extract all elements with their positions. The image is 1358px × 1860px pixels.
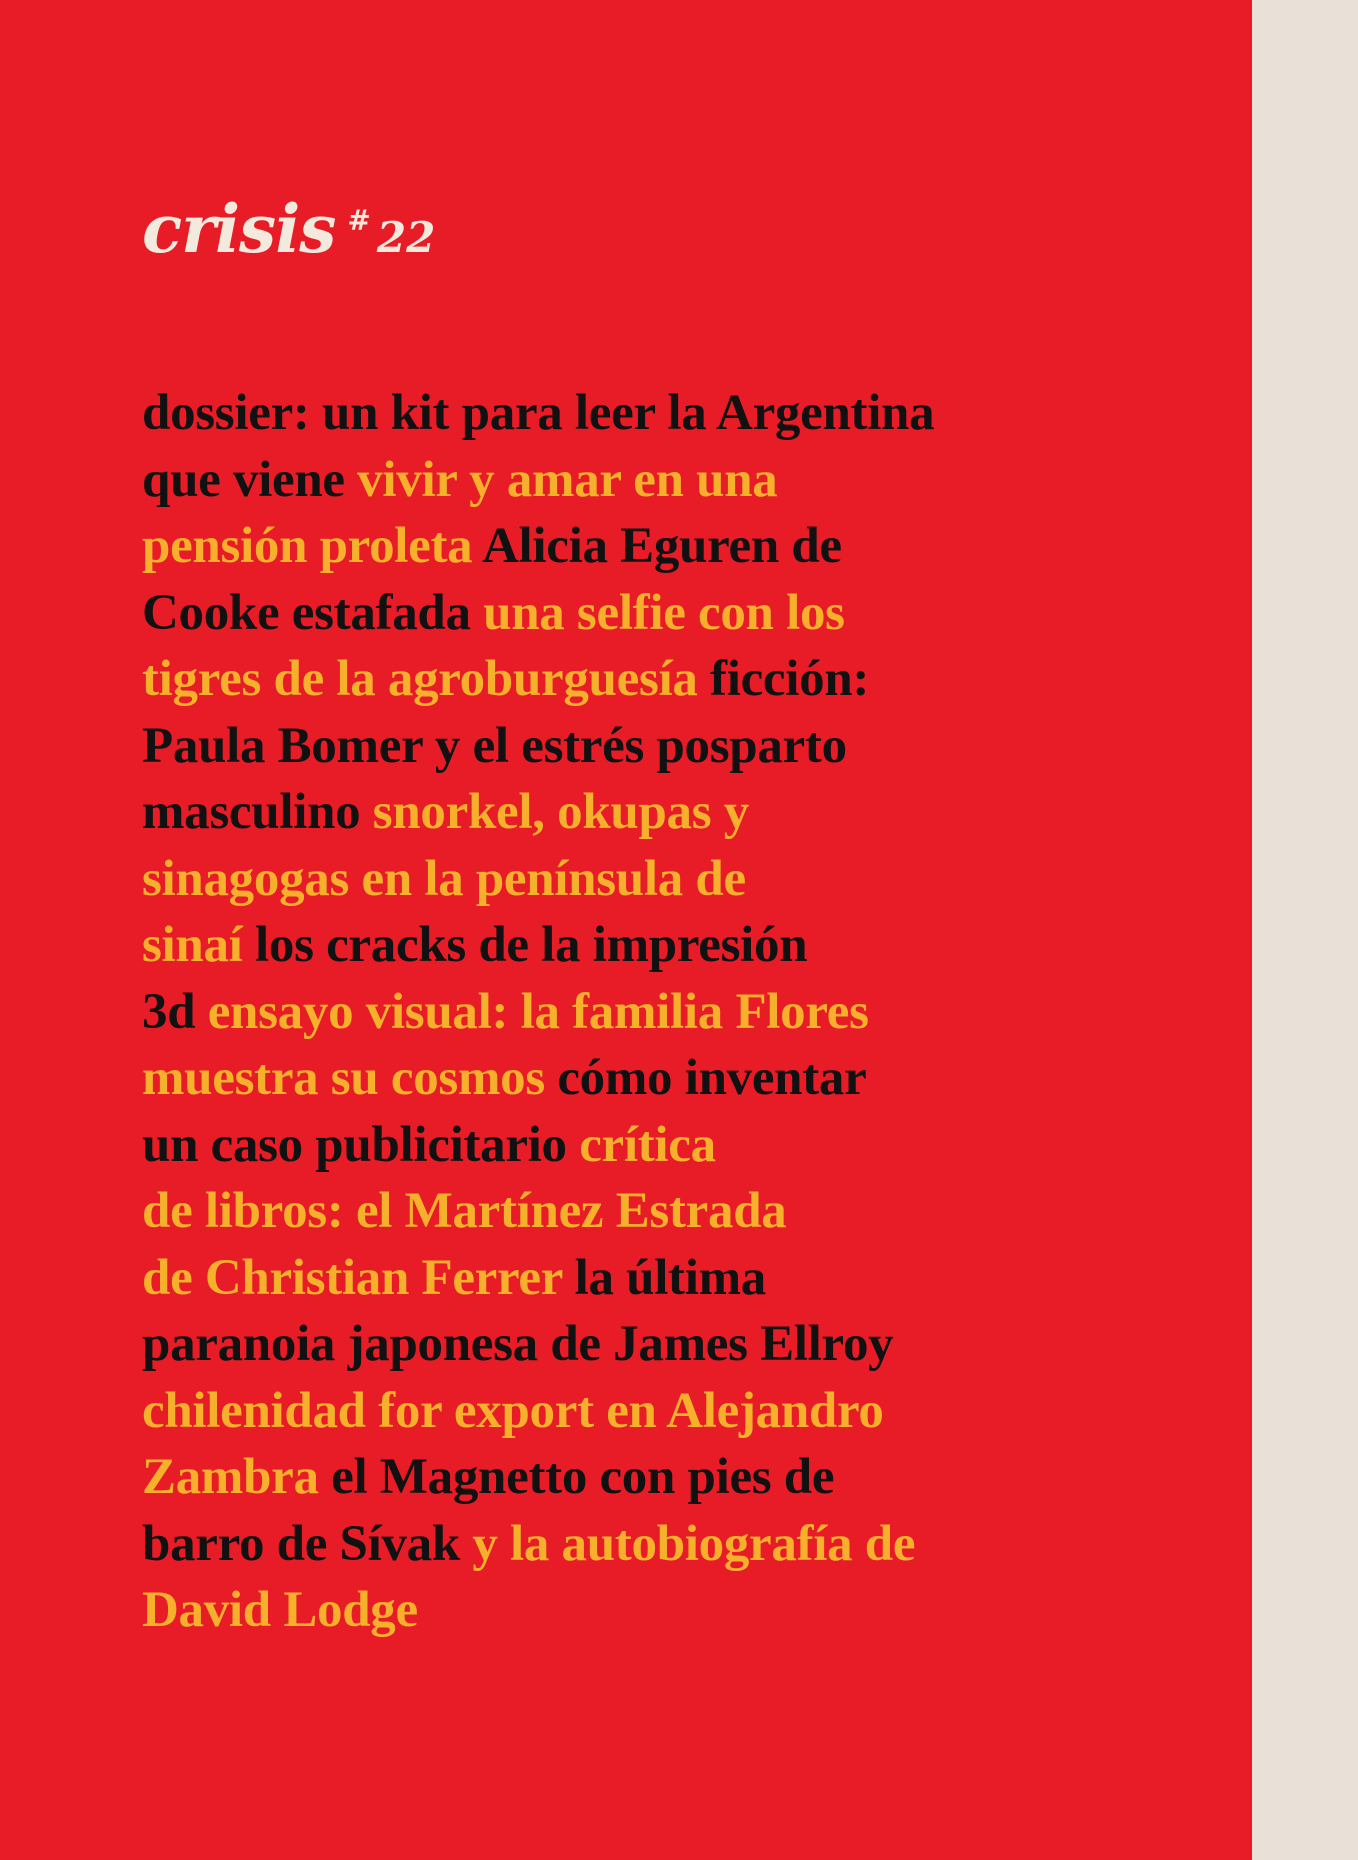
contents-line <box>142 1511 1142 1578</box>
article-title: el Magnetto con pies de <box>331 1449 835 1505</box>
article-title: que viene <box>142 451 358 508</box>
page-edge <box>1252 0 1358 1860</box>
contents-line <box>142 1178 1142 1245</box>
article-title: barro de Sívak <box>142 1515 473 1572</box>
contents-line <box>142 646 1142 713</box>
contents-line <box>142 1444 1142 1511</box>
table-of-contents <box>142 380 1142 1644</box>
article-title-highlight: vivir y amar en una <box>357 451 778 508</box>
masthead <box>142 190 436 268</box>
article-title-highlight: y la autobiografía de <box>472 1515 916 1572</box>
article-title: ficción: <box>710 651 870 707</box>
article-title: la última <box>574 1249 766 1306</box>
article-title-highlight: muestra su cosmos <box>142 1050 558 1106</box>
article-title-highlight: de Christian Ferrer <box>142 1249 575 1306</box>
issue-hash: # <box>347 204 371 237</box>
contents-line <box>142 1577 1142 1644</box>
article-title-highlight: Zambra <box>142 1449 332 1505</box>
article-title-highlight: pensión proleta <box>142 518 482 574</box>
article-title: paranoia japonesa de James Ellroy <box>142 1316 894 1372</box>
article-title: dossier: un kit para leer la Argentina <box>142 385 935 441</box>
contents-line <box>142 1245 1142 1312</box>
contents-line <box>142 447 1142 514</box>
article-title-highlight: sinagogas en la península de <box>142 850 746 907</box>
magazine-logo: crisis <box>142 190 336 268</box>
contents-line <box>142 580 1142 647</box>
contents-line <box>142 1112 1142 1179</box>
contents-line <box>142 713 1142 780</box>
article-title: Paula Bomer y el estrés posparto <box>142 717 847 774</box>
contents-line <box>142 846 1142 913</box>
article-title: los cracks de la impresión <box>255 917 808 973</box>
contents-line <box>142 979 1142 1046</box>
article-title-highlight: sinaí <box>142 917 255 973</box>
contents-line <box>142 912 1142 979</box>
article-title: Cooke estafada <box>142 584 484 641</box>
article-title: Alicia Eguren de <box>482 518 842 574</box>
contents-line <box>142 1045 1142 1112</box>
contents-line <box>142 1378 1142 1445</box>
article-title: un caso publicitario <box>142 1116 580 1173</box>
contents-line <box>142 380 1142 447</box>
issue-number: 22 <box>376 213 436 262</box>
article-title-highlight: snorkel, okupas y <box>372 784 749 840</box>
article-title-highlight: crítica <box>579 1116 716 1173</box>
article-title: 3d <box>142 983 208 1040</box>
contents-line <box>142 1311 1142 1378</box>
article-title-highlight: ensayo visual: la familia Flores <box>207 983 869 1040</box>
article-title-highlight: tigres de la agroburguesía <box>142 651 711 707</box>
contents-line <box>142 513 1142 580</box>
article-title-highlight: chilenidad for export en Alejandro <box>142 1382 884 1439</box>
article-title-highlight: David Lodge <box>142 1582 418 1638</box>
article-title-highlight: de libros: el Martínez Estrada <box>142 1183 787 1239</box>
article-title: masculino <box>142 784 373 840</box>
contents-line <box>142 779 1142 846</box>
article-title-highlight: una selfie con los <box>483 584 845 641</box>
article-title: cómo inventar <box>557 1050 867 1106</box>
